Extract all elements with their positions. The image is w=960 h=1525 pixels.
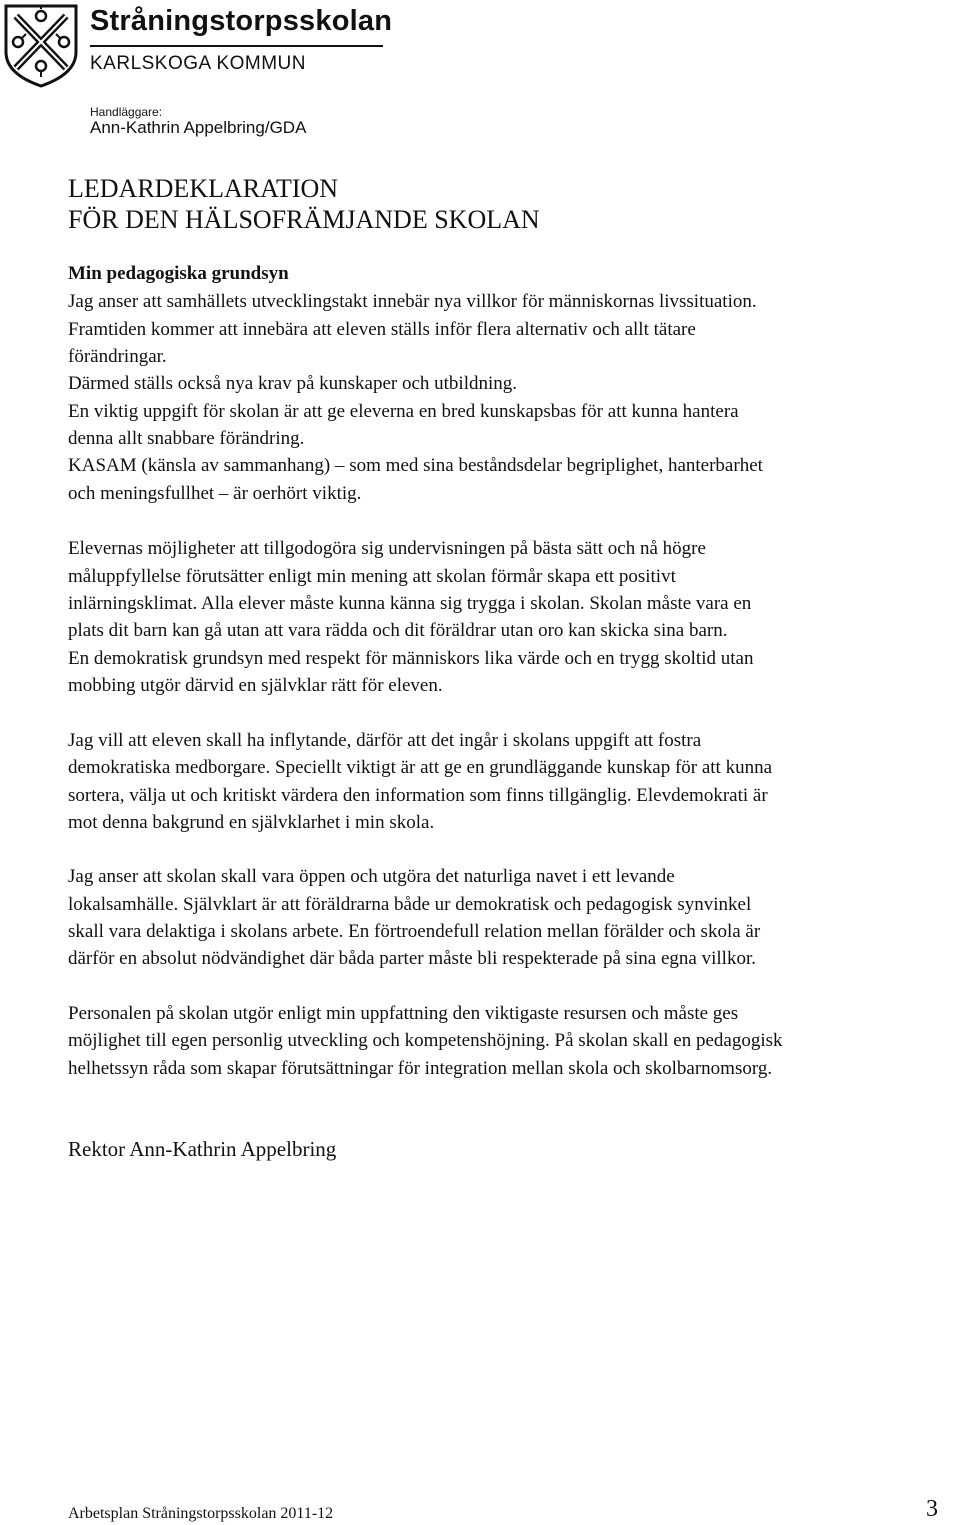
- body-line: En viktig uppgift för skolan är att ge eleverna en bred kunskapsbas för att kunna hantera: [68, 401, 739, 422]
- body-line: Personalen på skolan utgör enligt min uppfattning den viktigaste resursen och måste ges: [68, 1003, 739, 1024]
- document-title: [68, 173, 540, 235]
- body-line: mobbing utgör därvid en självklar rätt för eleven.: [68, 675, 443, 696]
- body-line: därför en absolut nödvändighet där båda parter måste bli respekterade på sina egna villkor.: [68, 948, 756, 969]
- body-line: En demokratisk grundsyn med respekt för människors lika värde och en trygg skoltid utan: [68, 648, 754, 669]
- body-line: denna allt snabbare förändring.: [68, 428, 305, 449]
- section-heading: Min pedagogiska grundsyn: [68, 263, 289, 284]
- body-line: Jag anser att skolan skall vara öppen och utgöra det naturliga navet i ett levande: [68, 866, 675, 887]
- body-line: möjlighet till egen personlig utveckling och kompetenshöjning. På skolan skall en pedagogisk: [68, 1030, 783, 1051]
- body-line: och meningsfullhet – är oerhört viktig.: [68, 483, 362, 504]
- document-title-line-2: FÖR DEN HÄLSOFRÄMJANDE SKOLAN: [68, 205, 540, 234]
- body-line: helhetssyn råda som skapar förutsättningar för integration mellan skola och skolbarnomsorg.: [68, 1058, 773, 1079]
- footer-text: Arbetsplan Stråningstorpsskolan 2011-12: [68, 1505, 334, 1522]
- body-line: demokratiska medborgare. Speciellt viktigt är att ge en grundläggande kunskap för att kunna: [68, 757, 773, 778]
- header-divider: [90, 45, 383, 47]
- school-name: Stråningstorpsskolan: [90, 5, 393, 37]
- handler-name: Ann-Kathrin Appelbring/GDA: [90, 118, 307, 137]
- body-line: plats dit barn kan gå utan att vara rädda och dit föräldrar utan oro kan skicka sina barn.: [68, 620, 728, 641]
- signature: Rektor Ann-Kathrin Appelbring: [68, 1137, 337, 1161]
- body-line: mot denna bakgrund en självklarhet i min skola.: [68, 812, 435, 833]
- body-line: förändringar.: [68, 346, 167, 367]
- body-line: lokalsamhälle. Självklart är att föräldrarna både ur demokratisk och pedagogisk synvinkel: [68, 894, 752, 915]
- body-line: Jag anser att samhällets utvecklingstakt innebär nya villkor för människornas livssituation.: [68, 291, 757, 312]
- coat-of-arms-icon: [2, 2, 80, 88]
- body-line: Därmed ställs också nya krav på kunskaper och utbildning.: [68, 373, 518, 394]
- body-line: inlärningsklimat. Alla elever måste kunna känna sig trygga i skolan. Skolan måste vara en: [68, 593, 752, 614]
- body-line: måluppfyllelse förutsätter enligt min mening att skolan förmår skapa ett positivt: [68, 566, 676, 587]
- body-line: KASAM (känsla av sammanhang) – som med sina beståndsdelar begriplighet, hanterbarhet: [68, 455, 763, 476]
- body-line: Jag vill att eleven skall ha inflytande, därför att det ingår i skolans uppgift att fostra: [68, 730, 702, 751]
- body-line: sortera, välja ut och kritiskt värdera den information som finns tillgänglig. Elevdemokrati är: [68, 785, 768, 806]
- handler-label: Handläggare:: [90, 105, 163, 119]
- body-line: skall vara delaktiga i skolans arbete. En förtroendefull relation mellan förälder och skola är: [68, 921, 761, 942]
- municipality-name: KARLSKOGA KOMMUN: [90, 53, 306, 74]
- body-line: Elevernas möjligheter att tillgodogöra sig undervisningen på bästa sätt och nå högre: [68, 538, 706, 559]
- page-number: 3: [926, 1496, 938, 1522]
- body-line: Framtiden kommer att innebära att eleven ställs inför flera alternativ och allt tätare: [68, 319, 696, 340]
- document-title-line-1: LEDARDEKLARATION: [68, 174, 339, 203]
